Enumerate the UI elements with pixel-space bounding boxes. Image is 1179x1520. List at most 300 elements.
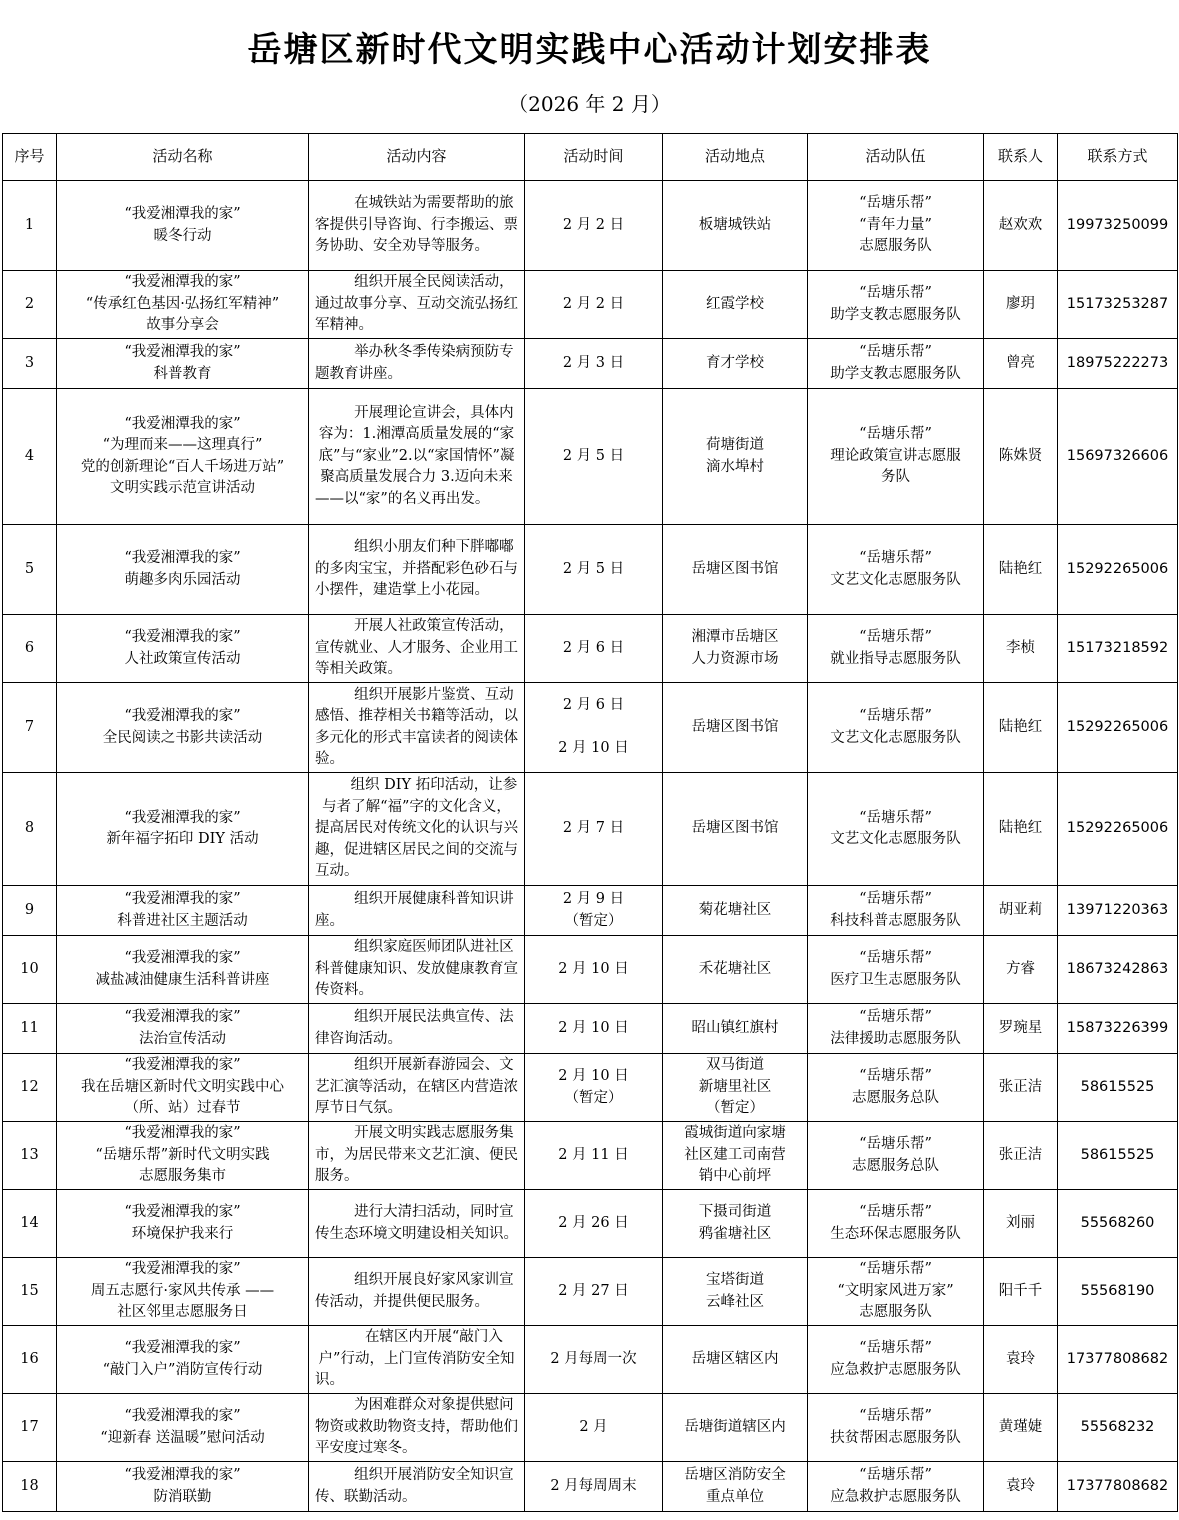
contact-person-cell: 陈姝贤: [984, 389, 1058, 525]
header-cell: 序号: [3, 134, 57, 181]
contact-person-cell: 胡亚莉: [984, 886, 1058, 936]
header-cell: 活动队伍: [808, 134, 984, 181]
table-row: [3, 1462, 1178, 1512]
activity-content-text: 在辖区内开展“敲门入户”行动，上门宣传消防安全知识。: [315, 1329, 515, 1389]
row-number-cell: 16: [3, 1326, 57, 1394]
activity-content-cell: [309, 389, 525, 525]
activity-team-cell-line: 应急救护志愿服务队: [830, 1361, 961, 1378]
contact-person-cell: 袁玲: [984, 1462, 1058, 1512]
activity-time-cell-line: 2 月 7 日: [562, 820, 625, 837]
activity-place-cell-line: （暂定）: [706, 1100, 764, 1117]
contact-person-cell: 李桢: [984, 615, 1058, 683]
header-cell: 联系方式: [1058, 134, 1178, 181]
activity-name-cell-line: 环境保护我来行: [131, 1225, 234, 1242]
activity-content-cell: [309, 615, 525, 683]
activity-time-cell-line: 2 月 2 日: [562, 216, 625, 233]
activity-place-cell-line: 育才学校: [706, 354, 764, 371]
activity-place-cell-line: 岳塘区图书馆: [691, 718, 779, 735]
activity-time-cell-line: 2 月 10 日: [558, 740, 629, 757]
activity-content-cell: [309, 1004, 525, 1054]
activity-team-cell-line: 医疗卫生志愿服务队: [830, 971, 961, 988]
activity-team-cell-line: 应急救护志愿服务队: [830, 1488, 961, 1505]
activity-time-cell: [525, 936, 663, 1004]
activity-team-cell-line: “岳塘乐帮”: [859, 1261, 932, 1278]
contact-phone-cell: 13971220363: [1058, 886, 1178, 936]
activity-place-cell: [663, 1004, 808, 1054]
activity-name-cell-line: “敲门入户”消防宣传行动: [102, 1361, 263, 1378]
activity-place-cell-line: 岳塘区图书馆: [691, 560, 779, 577]
table-row: [3, 773, 1178, 886]
activity-name-cell-line: （所、站）过春节: [124, 1100, 241, 1117]
activity-content-cell: [309, 1190, 525, 1258]
activity-team-cell-line: “岳塘乐帮”: [859, 809, 932, 826]
activity-content-text: 组织家庭医师团队进社区科普健康知识、发放健康教育宣传资料。: [315, 939, 518, 999]
activity-name-cell-line: “迎新春 送温暖”慰问活动: [100, 1429, 265, 1446]
activity-name-cell-line: “我爱湘潭我的家”: [124, 809, 241, 826]
activity-time-cell-line: 2 月 27 日: [558, 1282, 629, 1299]
row-number-cell: 11: [3, 1004, 57, 1054]
contact-phone-cell: 55568260: [1058, 1190, 1178, 1258]
contact-phone-cell: 18975222273: [1058, 339, 1178, 389]
activity-team-cell-line: “岳塘乐帮”: [859, 1467, 932, 1483]
row-number-cell: 4: [3, 389, 57, 525]
activity-name-cell-line: “我爱湘潭我的家”: [124, 550, 241, 566]
activity-name-cell-line: 人社政策宣传活动: [124, 650, 241, 667]
activity-content-text: 开展人社政策宣传活动，宣传就业、人才服务、企业用工等相关政策。: [315, 618, 518, 678]
activity-content-text: 组织开展全民阅读活动，通过故事分享、互动交流弘扬红军精神。: [315, 274, 518, 334]
contact-person-cell: 陆艳红: [984, 683, 1058, 773]
activity-place-cell-line: 云峰社区: [706, 1293, 764, 1310]
activity-place-cell: [663, 525, 808, 615]
activity-name-cell-line: 防消联勤: [153, 1488, 212, 1505]
activity-name-cell-line: 社区邻里志愿服务日: [117, 1304, 248, 1321]
activity-team-cell-line: 志愿服务总队: [852, 1089, 939, 1106]
activity-name-cell-line: 故事分享会: [146, 317, 219, 334]
activity-team-cell: [808, 271, 984, 339]
activity-place-cell: [663, 181, 808, 271]
activity-time-cell-line: 2 月 26 日: [558, 1214, 629, 1231]
activity-name-cell: [57, 1326, 309, 1394]
table-row: [3, 936, 1178, 1004]
activity-name-cell-line: 周五志愿行·家风共传承 ——: [90, 1282, 275, 1299]
activity-time-cell-line: 2 月: [579, 1418, 608, 1435]
activity-team-cell: [808, 1122, 984, 1190]
contact-phone-cell: 15292265006: [1058, 525, 1178, 615]
activity-name-cell-line: “我爱湘潭我的家”: [124, 708, 241, 724]
activity-time-cell: [525, 1326, 663, 1394]
activity-place-cell: [663, 1190, 808, 1258]
activity-place-cell-line: 销中心前坪: [698, 1168, 772, 1185]
activity-team-cell: [808, 389, 984, 525]
activity-name-cell-line: 法治宣传活动: [139, 1030, 226, 1047]
activity-place-cell-line: 下摄司街道: [698, 1204, 772, 1220]
activity-place-cell: [663, 1122, 808, 1190]
contact-phone-cell: 17377808682: [1058, 1326, 1178, 1394]
activity-team-cell: [808, 339, 984, 389]
contact-person-cell: 阳千千: [984, 1258, 1058, 1326]
activity-content-cell: [309, 1122, 525, 1190]
table-row: [3, 1326, 1178, 1394]
activity-time-cell: [525, 886, 663, 936]
activity-place-cell-line: 湘潭市岳塘区: [691, 629, 779, 645]
activity-name-cell: [57, 1122, 309, 1190]
table-row: [3, 886, 1178, 936]
row-number-cell: 15: [3, 1258, 57, 1326]
activity-name-cell: [57, 1190, 309, 1258]
activity-place-cell-line: 岳塘区图书馆: [691, 820, 779, 837]
activity-team-cell-line: “岳塘乐帮”: [859, 891, 932, 907]
activity-team-cell-line: “岳塘乐帮”: [859, 1408, 932, 1424]
activity-name-cell: [57, 936, 309, 1004]
activity-team-cell-line: 就业指导志愿服务队: [830, 650, 961, 667]
activity-place-cell-line: 滴水埠村: [706, 458, 764, 475]
contact-phone-cell: 17377808682: [1058, 1462, 1178, 1512]
activity-team-cell-line: “岳塘乐帮”: [859, 195, 932, 212]
activity-name-cell-line: “岳塘乐帮”新时代文明实践: [95, 1146, 270, 1163]
activity-time-cell-line: （暂定）: [564, 912, 623, 929]
activity-time-cell: [525, 1054, 663, 1122]
activity-time-cell: [525, 181, 663, 271]
activity-team-cell-line: “岳塘乐帮”: [859, 1340, 932, 1356]
page-subtitle: （2026 年 2 月）: [508, 92, 671, 116]
contact-phone-cell: 58615525: [1058, 1122, 1178, 1190]
activity-team-cell: [808, 1054, 984, 1122]
contact-person-cell: 陆艳红: [984, 773, 1058, 886]
activity-content-cell: [309, 339, 525, 389]
activity-team-cell-line: “岳塘乐帮”: [859, 1068, 932, 1084]
activity-content-cell: [309, 936, 525, 1004]
activity-time-cell: [525, 271, 663, 339]
contact-person-cell: 张正洁: [984, 1054, 1058, 1122]
contact-phone-cell: 15173218592: [1058, 615, 1178, 683]
table-row: [3, 1054, 1178, 1122]
activity-time-cell-line: 2 月每周周末: [550, 1477, 637, 1494]
activity-content-cell: [309, 773, 525, 886]
row-number-cell: 9: [3, 886, 57, 936]
activity-content-text: 开展理论宣讲会，具体内容为：1.湘潭高质量发展的“家底”与“家业”2.以“家国情怀”凝聚高质量发展合力 3.迈向未来——以“家”的名义再出发。: [315, 404, 515, 507]
activity-team-cell: [808, 683, 984, 773]
activity-place-cell-line: 新塘里社区: [698, 1078, 772, 1095]
activity-content-cell: [309, 1462, 525, 1512]
activity-team-cell: [808, 936, 984, 1004]
row-number-cell: 12: [3, 1054, 57, 1122]
activity-content-cell: [309, 886, 525, 936]
activity-time-cell: [525, 1462, 663, 1512]
activity-time-cell: [525, 615, 663, 683]
activity-time-cell-line: 2 月 11 日: [558, 1146, 629, 1163]
row-number-cell: 13: [3, 1122, 57, 1190]
activity-name-cell: [57, 615, 309, 683]
activity-place-cell: [663, 1054, 808, 1122]
activity-place-cell: [663, 1258, 808, 1326]
activity-content-text: 组织开展新春游园会、文艺汇演等活动，在辖区内营造浓厚节日气氛。: [315, 1057, 518, 1117]
table-row: [3, 615, 1178, 683]
activity-team-cell-line: 志愿服务队: [859, 1304, 932, 1321]
activity-content-text: 组织开展民法典宣传、法律咨询活动。: [315, 1009, 514, 1047]
activity-place-cell: [663, 389, 808, 525]
activity-name-cell: [57, 389, 309, 525]
activity-name-cell: [57, 683, 309, 773]
activity-place-cell-line: 社区建工司南营: [684, 1146, 786, 1163]
activity-place-cell: [663, 773, 808, 886]
contact-phone-cell: 58615525: [1058, 1054, 1178, 1122]
activity-content-cell: [309, 181, 525, 271]
activity-team-cell: [808, 1462, 984, 1512]
activity-place-cell-line: 荷塘街道: [706, 437, 764, 453]
activity-time-cell-line: 2 月 10 日: [558, 1068, 629, 1084]
activity-name-cell-line: 萌趣多肉乐园活动: [124, 571, 241, 588]
activity-time-cell: [525, 1004, 663, 1054]
activity-time-cell: [525, 1190, 663, 1258]
activity-content-text: 组织 DIY 拓印活动，让参与者了解“福”字的文化含义，提高居民对传统文化的认识与兴趣，促进辖区居民之间的交流与互动。: [315, 777, 518, 880]
activity-content-text: 举办秋冬季传染病预防专题教育讲座。: [315, 344, 514, 382]
activity-name-cell: [57, 271, 309, 339]
activity-content-text: 为困难群众对象提供慰问物资或救助物资支持，帮助他们平安度过寒冬。: [315, 1397, 518, 1457]
activity-name-cell-line: “我爱湘潭我的家”: [124, 891, 241, 907]
activity-team-cell: [808, 1004, 984, 1054]
activity-content-cell: [309, 1394, 525, 1462]
activity-team-cell: [808, 1394, 984, 1462]
table-row: [3, 1122, 1178, 1190]
activity-time-cell-line: 2 月 10 日: [558, 1019, 629, 1036]
activity-place-cell: [663, 1394, 808, 1462]
activity-place-cell: [663, 683, 808, 773]
activity-team-cell: [808, 1190, 984, 1258]
activity-team-cell-line: “岳塘乐帮”: [859, 1136, 932, 1152]
activity-team-cell-line: 志愿服务总队: [852, 1157, 939, 1174]
activity-time-cell-line: 2 月 6 日: [562, 639, 625, 656]
activity-content-text: 开展文明实践志愿服务集市，为居民带来文艺汇演、便民服务。: [315, 1125, 518, 1185]
activity-team-cell-line: 理论政策宣讲志愿服: [830, 447, 961, 464]
activity-team-cell-line: “岳塘乐帮”: [859, 1009, 932, 1025]
table-row: [3, 271, 1178, 339]
activity-team-cell: [808, 525, 984, 615]
activity-content-text: 在城铁站为需要帮助的旅客提供引导咨询、行李搬运、票务协助、安全劝导等服务。: [315, 195, 518, 255]
activity-content-cell: [309, 683, 525, 773]
activity-place-cell-line: 重点单位: [706, 1488, 764, 1505]
activity-name-cell-line: 志愿服务集市: [139, 1168, 226, 1185]
activity-content-text: 组织开展影片鉴赏、互动感悟、推荐相关书籍等活动，以多元化的形式丰富读者的阅读体验。: [315, 686, 518, 767]
activity-time-cell: [525, 389, 663, 525]
activity-content-cell: [309, 1258, 525, 1326]
activity-name-cell: [57, 1462, 309, 1512]
contact-phone-cell: 15292265006: [1058, 773, 1178, 886]
activity-content-text: 组织开展消防安全知识宣传、联勤活动。: [315, 1467, 514, 1505]
contact-person-cell: 赵欢欢: [984, 181, 1058, 271]
activity-team-cell-line: 科技科普志愿服务队: [830, 912, 961, 929]
activity-team-cell: [808, 886, 984, 936]
contact-person-cell: 陆艳红: [984, 525, 1058, 615]
activity-place-cell: [663, 886, 808, 936]
activity-time-cell-line: 2 月 3 日: [562, 354, 625, 371]
activity-time-cell: [525, 1122, 663, 1190]
activity-place-cell: [663, 936, 808, 1004]
activity-place-cell-line: 禾花塘社区: [698, 960, 772, 977]
activity-name-cell-line: “传承红色基因·弘扬红军精神”: [85, 295, 280, 312]
activity-name-cell-line: 新年福字拓印 DIY 活动: [106, 831, 259, 847]
activity-time-cell: [525, 339, 663, 389]
activity-name-cell-line: “我爱湘潭我的家”: [124, 1009, 241, 1025]
page-title: 岳塘区新时代文明实践中心活动计划安排表: [247, 30, 932, 70]
activity-name-cell-line: “为理而来——这理真行”: [102, 437, 263, 453]
activity-name-cell-line: “我爱湘潭我的家”: [124, 629, 241, 645]
activity-place-cell-line: 岳塘区辖区内: [691, 1350, 779, 1367]
activity-time-cell-line: 2 月 9 日: [562, 891, 625, 907]
header-cell: 活动内容: [309, 134, 525, 181]
contact-person-cell: 张正洁: [984, 1122, 1058, 1190]
activity-team-cell-line: “青年力量”: [859, 216, 932, 233]
activity-place-cell: [663, 271, 808, 339]
activity-team-cell-line: “岳塘乐帮”: [859, 1204, 932, 1220]
contact-person-cell: 曾亮: [984, 339, 1058, 389]
activity-content-cell: [309, 525, 525, 615]
contact-person-cell: 廖玥: [984, 271, 1058, 339]
row-number-cell: 5: [3, 525, 57, 615]
row-number-cell: 3: [3, 339, 57, 389]
row-number-cell: 7: [3, 683, 57, 773]
activity-team-cell-line: “岳塘乐帮”: [859, 629, 932, 645]
activity-team-cell-line: “文明家风进万家”: [837, 1282, 954, 1299]
activity-team-cell: [808, 1326, 984, 1394]
contact-phone-cell: 15697326606: [1058, 389, 1178, 525]
contact-person-cell: 刘丽: [984, 1190, 1058, 1258]
table-row: [3, 389, 1178, 525]
activity-team-cell-line: 生态环保志愿服务队: [830, 1225, 961, 1242]
contact-phone-cell: 18673242863: [1058, 936, 1178, 1004]
activity-place-cell-line: 板塘城铁站: [698, 216, 772, 233]
activity-time-cell: [525, 1258, 663, 1326]
activity-content-text: 组织小朋友们种下胖嘟嘟的多肉宝宝，并搭配彩色砂石与小摆件，建造掌上小花园。: [315, 539, 518, 599]
activity-name-cell-line: “我爱湘潭我的家”: [124, 344, 241, 360]
activity-team-cell-line: “岳塘乐帮”: [859, 708, 932, 724]
activity-team-cell-line: 扶贫帮困志愿服务队: [830, 1429, 961, 1446]
activity-place-cell-line: 宝塔街道: [706, 1272, 764, 1288]
schedule-table: [2, 133, 1178, 1512]
activity-time-cell: [525, 525, 663, 615]
activity-team-cell-line: “岳塘乐帮”: [859, 950, 932, 966]
activity-time-cell: [525, 683, 663, 773]
activity-time-cell-line: 2 月每周一次: [550, 1350, 637, 1367]
contact-person-cell: 黄瑾婕: [984, 1394, 1058, 1462]
contact-person-cell: 罗琬星: [984, 1004, 1058, 1054]
activity-name-cell-line: 全民阅读之书影共读活动: [102, 729, 263, 746]
activity-place-cell-line: 鸦雀塘社区: [698, 1225, 772, 1242]
table-row: [3, 1190, 1178, 1258]
activity-name-cell-line: “我爱湘潭我的家”: [124, 1057, 241, 1074]
activity-place-cell-line: 岳塘区消防安全: [684, 1467, 786, 1483]
activity-place-cell-line: 霞城街道向家塘: [684, 1125, 786, 1142]
activity-name-cell-line: 党的创新理论“百人千场进万站”: [80, 458, 285, 475]
table-row: [3, 181, 1178, 271]
table-row: [3, 339, 1178, 389]
activity-content-text: 进行大清扫活动，同时宣传生态环境文明建设相关知识。: [315, 1204, 518, 1242]
contact-phone-cell: 19973250099: [1058, 181, 1178, 271]
activity-name-cell-line: “我爱湘潭我的家”: [124, 206, 241, 222]
table-row: [3, 1004, 1178, 1054]
activity-team-cell-line: 文艺文化志愿服务队: [830, 729, 961, 746]
activity-name-cell: [57, 1394, 309, 1462]
activity-time-cell-line: 2 月 5 日: [562, 560, 625, 577]
activity-place-cell-line: 人力资源市场: [691, 650, 779, 667]
row-number-cell: 1: [3, 181, 57, 271]
activity-content-text: 组织开展健康科普知识讲座。: [315, 891, 514, 929]
contact-person-cell: 方睿: [984, 936, 1058, 1004]
activity-time-cell: [525, 1394, 663, 1462]
row-number-cell: 17: [3, 1394, 57, 1462]
activity-name-cell: [57, 1054, 309, 1122]
activity-name-cell: [57, 1004, 309, 1054]
activity-team-cell: [808, 615, 984, 683]
activity-place-cell-line: 红霞学校: [706, 295, 764, 312]
activity-name-cell-line: “我爱湘潭我的家”: [124, 1408, 241, 1424]
header-cell: 联系人: [984, 134, 1058, 181]
activity-name-cell: [57, 773, 309, 886]
activity-content-cell: [309, 1054, 525, 1122]
contact-phone-cell: 15292265006: [1058, 683, 1178, 773]
row-number-cell: 14: [3, 1190, 57, 1258]
contact-person-cell: 袁玲: [984, 1326, 1058, 1394]
activity-time-cell-line: 2 月 6 日: [562, 697, 625, 714]
activity-team-cell-line: “岳塘乐帮”: [859, 344, 932, 360]
activity-name-cell-line: “我爱湘潭我的家”: [124, 274, 241, 291]
activity-name-cell-line: 科普进社区主题活动: [117, 912, 248, 929]
activity-name-cell-line: “我爱湘潭我的家”: [124, 1125, 241, 1142]
activity-name-cell-line: “我爱湘潭我的家”: [124, 1204, 241, 1220]
activity-time-cell-line: （暂定）: [564, 1089, 623, 1106]
activity-name-cell-line: 我在岳塘区新时代文明实践中心: [81, 1078, 284, 1095]
activity-place-cell-line: 岳塘街道辖区内: [684, 1418, 786, 1435]
activity-team-cell: [808, 1258, 984, 1326]
row-number-cell: 18: [3, 1462, 57, 1512]
activity-place-cell-line: 双马街道: [706, 1057, 764, 1074]
activity-name-cell-line: 减盐减油健康生活科普讲座: [95, 971, 270, 988]
header-cell: 活动名称: [57, 134, 309, 181]
activity-team-cell-line: 助学支教志愿服务队: [830, 306, 961, 323]
activity-place-cell-line: 昭山镇红旗村: [691, 1019, 779, 1036]
table-row: [3, 1258, 1178, 1326]
row-number-cell: 6: [3, 615, 57, 683]
activity-time-cell-line: [531, 717, 656, 739]
contact-phone-cell: 55568232: [1058, 1394, 1178, 1462]
activity-team-cell: [808, 181, 984, 271]
activity-team-cell-line: 文艺文化志愿服务队: [830, 571, 961, 588]
activity-place-cell: [663, 1462, 808, 1512]
activity-name-cell: [57, 886, 309, 936]
activity-name-cell: [57, 339, 309, 389]
activity-name-cell-line: “我爱湘潭我的家”: [124, 415, 241, 432]
activity-place-cell: [663, 339, 808, 389]
activity-team-cell-line: 法律援助志愿服务队: [830, 1030, 961, 1047]
table-row: [3, 525, 1178, 615]
activity-content-cell: [309, 271, 525, 339]
activity-team-cell-line: “岳塘乐帮”: [859, 426, 932, 443]
activity-name-cell-line: “我爱湘潭我的家”: [124, 1340, 241, 1356]
activity-name-cell-line: “我爱湘潭我的家”: [124, 950, 241, 966]
contact-phone-cell: 55568190: [1058, 1258, 1178, 1326]
activity-name-cell-line: 科普教育: [153, 365, 212, 382]
activity-team-cell-line: 志愿服务队: [859, 238, 932, 255]
activity-name-cell-line: “我爱湘潭我的家”: [124, 1261, 241, 1278]
activity-content-text: 组织开展良好家风家训宣传活动，并提供便民服务。: [315, 1272, 514, 1310]
activity-team-cell-line: “岳塘乐帮”: [859, 550, 932, 566]
activity-name-cell: [57, 181, 309, 271]
activity-name-cell-line: 文明实践示范宣讲活动: [110, 480, 255, 496]
contact-phone-cell: 15173253287: [1058, 271, 1178, 339]
activity-place-cell: [663, 615, 808, 683]
activity-name-cell-line: 暖冬行动: [153, 227, 212, 244]
contact-phone-cell: 15873226399: [1058, 1004, 1178, 1054]
activity-name-cell: [57, 1258, 309, 1326]
